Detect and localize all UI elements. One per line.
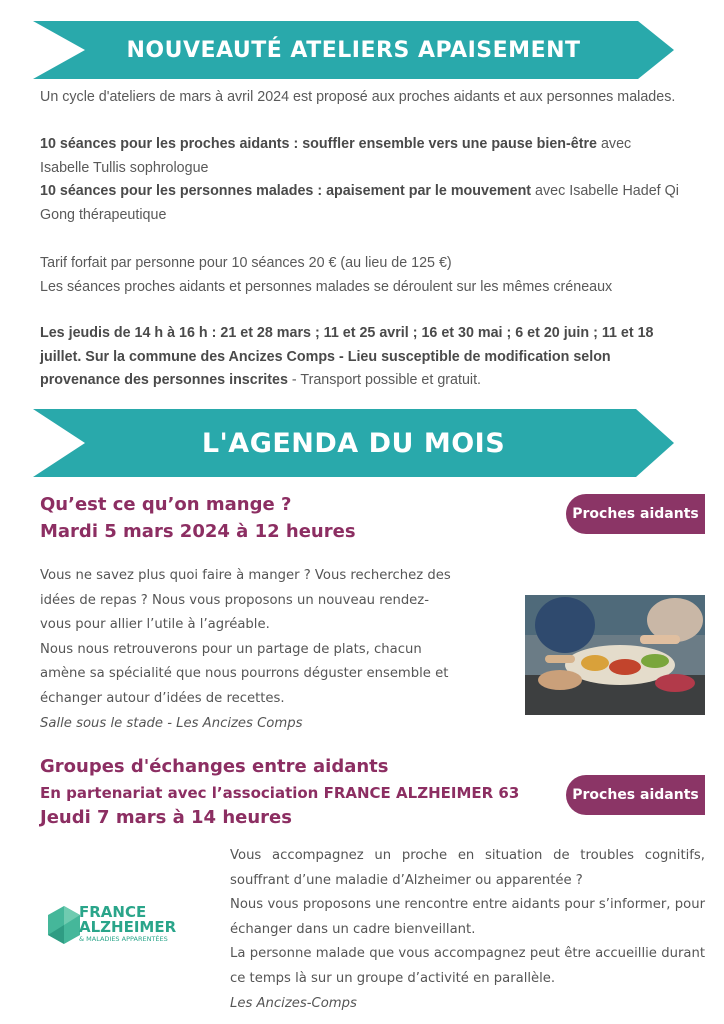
event1-line: Vous ne savez plus quoi faire à manger ? Vous recherchez des: [40, 568, 451, 583]
creneaux-text: Les séances proches aidants et personnes malades se déroulent sur les mêmes créneaux: [40, 279, 613, 295]
event1-line: idées de repas ? Nous vous proposons un nouveau rendez-: [40, 592, 429, 608]
banner-ateliers: [33, 21, 674, 79]
event2-date: Jeudi 7 mars à 14 heures: [40, 807, 292, 828]
dates-text: [40, 322, 690, 393]
dates-rest: - Transport possible et gratuit.: [287, 372, 482, 388]
session-aidants-bold: 10 séances pour les proches aidants : souffler ensemble vers une pause bien-être: [40, 136, 597, 152]
event2-title: Groupes d'échanges entre aidants: [40, 756, 389, 777]
tarif-text: Tarif forfait par personne pour 10 séances 20 € (au lieu de 125 €): [40, 255, 452, 271]
session-aidants-rest: avec Isabelle Tullis sophrologue: [40, 136, 632, 176]
banner-agenda: [33, 409, 674, 477]
event1-line: vous pour allier l’utile à l’agréable.: [40, 617, 270, 633]
event2-location: Les Ancizes-Comps: [230, 995, 357, 1011]
event1-title: Qu’est ce qu’on mange ?: [40, 494, 292, 515]
dates-bold: Les jeudis de 14 h à 16 h : 21 et 28 mars ; 11 et 25 avril ; 16 et 30 mai ; 6 et 20 juin ; 11 et 18 juillet. Sur la commune des Ancizes Comps - Lieu susceptible de modification selon provenance des personnes inscrites: [40, 325, 654, 388]
event1-line: échanger autour d’idées de recettes.: [40, 690, 285, 706]
session-malades-rest: avec Isabelle Hadef Qi Gong thérapeutique: [40, 183, 679, 223]
logo-line2: ALZHEIMER: [79, 918, 177, 936]
logo-line1: FRANCE: [79, 903, 147, 921]
event2-paragraph: Nous vous proposons une rencontre entre aidants pour s’informer, pour échanger dans un cadre bienveillant.: [230, 897, 705, 937]
session-malades: [40, 180, 685, 227]
event1-line: Nous nous retrouverons pour un partage de plats, chacun: [40, 641, 422, 657]
event2-paragraph: La personne malade que vous accompagnez peut être accueillie durant ce temps là sur un groupe d’activité en parallèle.: [230, 946, 705, 986]
event2-paragraph: Vous accompagnez un proche en situation de troubles cognitifs, souffrant d’une maladie d’Alzheimer ou apparentée ?: [230, 848, 705, 888]
event2-partner: En partenariat avec l’association FRANCE ALZHEIMER 63: [40, 784, 520, 802]
event2-badge: Proches aidants: [566, 775, 705, 815]
france-alzheimer-logo: [46, 903, 196, 947]
event1-description: [40, 564, 460, 736]
banner-title: L'AGENDA DU MOIS: [201, 427, 506, 459]
intro-text: Un cycle d'ateliers de mars à avril 2024 est proposé aux proches aidants et aux personnes malades.: [40, 89, 676, 105]
event1-line: amène sa spécialité que nous pourrons déguster ensemble et: [40, 666, 449, 682]
event2-description: [230, 844, 705, 1016]
event1-location: Salle sous le stade - Les Ancizes Comps: [40, 715, 303, 731]
event1-badge: Proches aidants: [566, 494, 705, 534]
banner-title: NOUVEAUTÉ ATELIERS APAISEMENT: [126, 37, 581, 63]
logo-line3: & MALADIES APPARENTÉES: [79, 935, 168, 943]
session-aidants: [40, 133, 680, 180]
food-sharing-photo: [525, 595, 705, 715]
event1-date: Mardi 5 mars 2024 à 12 heures: [40, 521, 356, 542]
session-malades-bold: 10 séances pour les personnes malades : apaisement par le mouvement: [40, 183, 532, 199]
hexagon-logo-icon: [46, 905, 82, 945]
